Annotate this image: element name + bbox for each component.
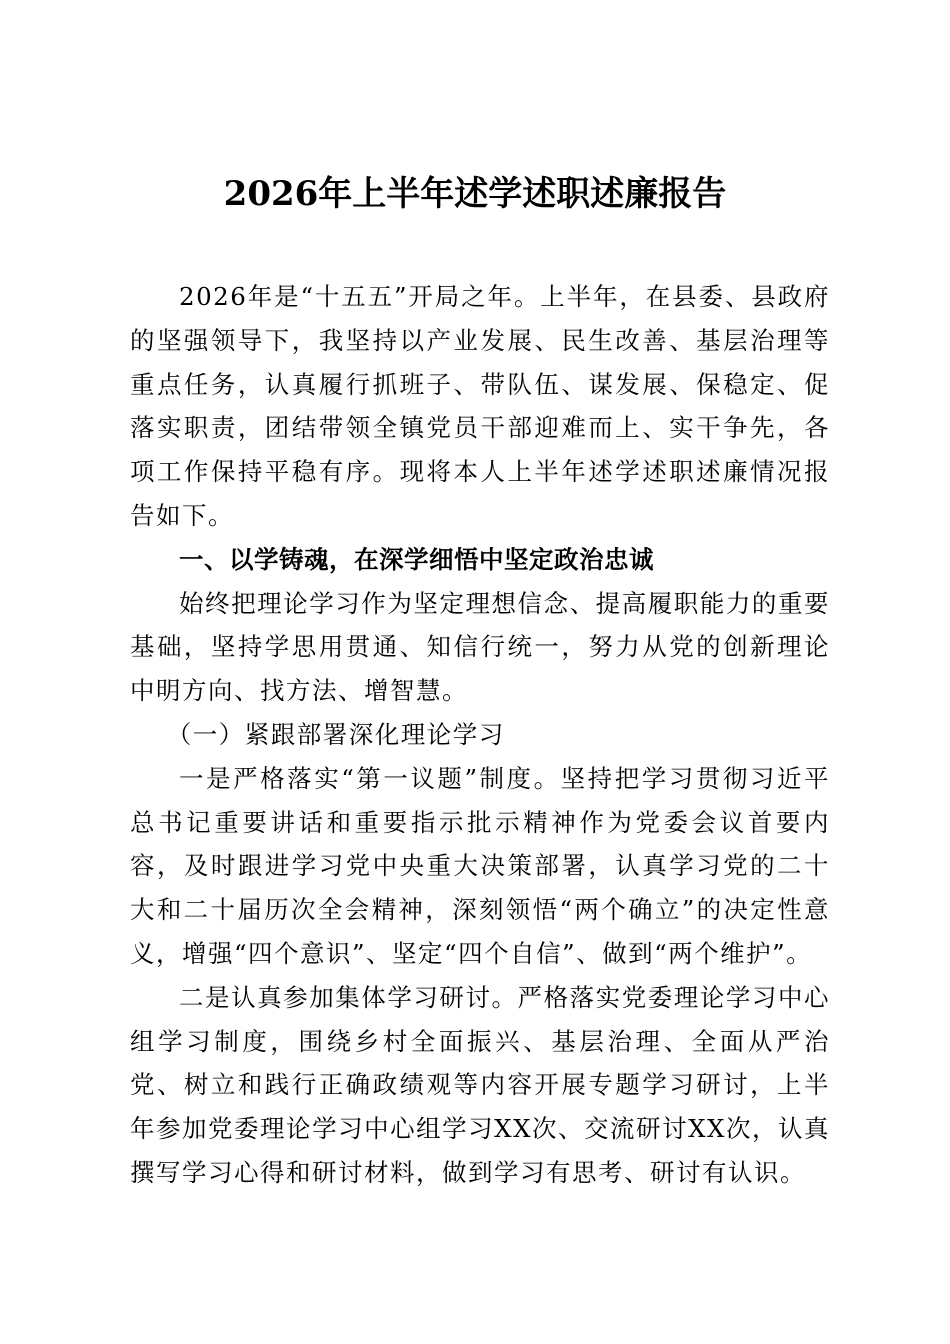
section-heading: 一、以学铸魂，在深学细悟中坚定政治忠诚	[179, 544, 654, 574]
document-title: 2026年上半年述学述职述廉报告	[223, 174, 727, 214]
subsection-heading: （一）紧跟部署深化理论学习	[166, 719, 505, 749]
intro-paragraph: 2026年是“十五五”开局之年。上半年，在县委、县政府的坚强领导下，我坚持以产业发展、民生改善、基层治理等重点任务，认真履行抓班子、带队伍、谋发展、保稳定、促落实职责，团结带领全镇党员干部迎难而上、实干争先，各项工作保持平稳有序。现将本人上半年述学述职述廉情况报告如下。	[130, 282, 830, 530]
section-intro-paragraph: 始终把理论学习作为坚定理想信念、提高履职能力的重要基础，坚持学思用贯通、知信行统一，努力从党的创新理论中明方向、找方法、增智慧。	[130, 588, 830, 706]
document-body	[130, 275, 830, 1195]
point-one-paragraph: 一是严格落实“第一议题”制度。坚持把学习贯彻习近平总书记重要讲话和重要指示批示精神作为党委会议首要内容，及时跟进学习党中央重大决策部署，认真学习党的二十大和二十届历次全会精神，深刻领悟“两个确立”的决定性意义，增强“四个意识”、坚定“四个自信”、做到“两个维护”。	[130, 763, 830, 968]
point-two-paragraph: 二是认真参加集体学习研讨。严格落实党委理论学习中心组学习制度，围绕乡村全面振兴、基层治理、全面从严治党、树立和践行正确政绩观等内容开展专题学习研讨，上半年参加党委理论学习中心组学习XX次、交流研讨XX次，认真撰写学习心得和研讨材料，做到学习有思考、研讨有认识。	[130, 982, 830, 1187]
